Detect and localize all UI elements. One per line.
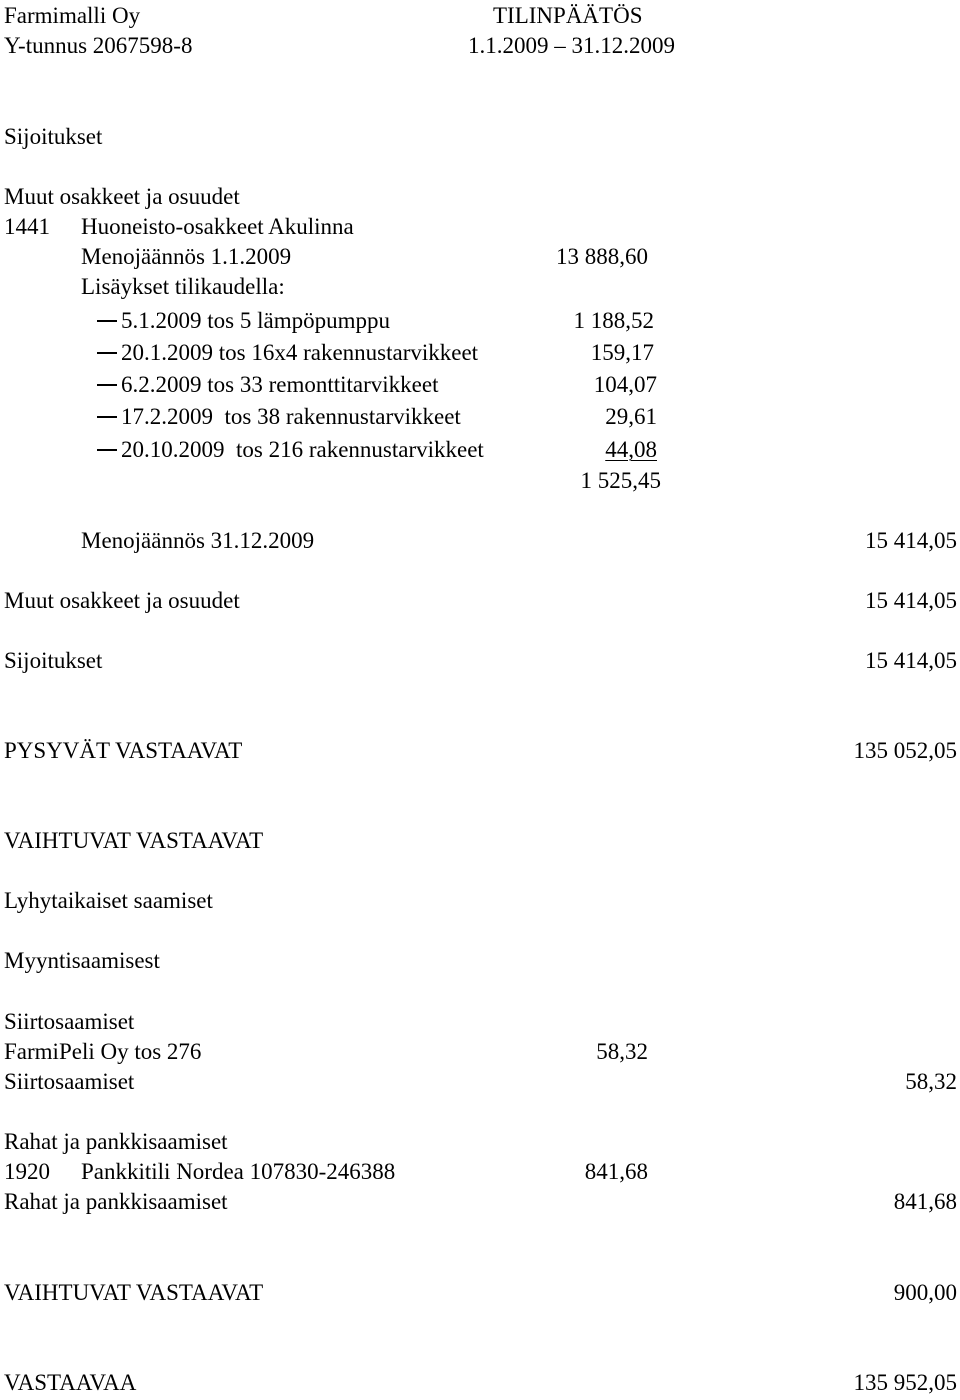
company-name: Farmimalli Oy [4, 3, 141, 28]
investments-total-value: 15 414,05 [865, 648, 957, 673]
accruals-total-value: 58,32 [905, 1069, 957, 1094]
list-dash [97, 416, 117, 418]
sales-receivables-heading: Myyntisaamisest [4, 948, 160, 973]
list-item-label: 20.1.2009 tos 16x4 rakennustarvikkeet [121, 340, 479, 365]
subtotal-value: 15 414,05 [865, 588, 957, 613]
list-item-label: 6.2.2009 tos 33 remonttitarvikkeet [121, 372, 439, 397]
fixed-assets-value: 135 052,05 [853, 738, 957, 763]
accruals-heading: Siirtosaamiset [4, 1009, 135, 1034]
list-item-value: 159,17 [590, 340, 654, 365]
list-dash [97, 449, 117, 451]
account-name: Huoneisto-osakkeet Akulinna [81, 214, 354, 239]
cash-total-value: 841,68 [893, 1189, 957, 1214]
investments-total-label: Sijoitukset [4, 648, 103, 673]
list-item-value: 1 188,52 [573, 308, 654, 333]
grand-total-label: VASTAAVAA [4, 1370, 137, 1395]
current-assets-heading: VAIHTUVAT VASTAAVAT [4, 828, 264, 853]
cash-account-number: 1920 [4, 1159, 50, 1184]
list-dash [97, 320, 117, 322]
list-item-label: 5.1.2009 tos 5 lämpöpumppu [121, 308, 390, 333]
section-heading: Sijoitukset [4, 124, 103, 149]
list-item-label: 20.10.2009 tos 216 rakennustarvikkeet [121, 437, 484, 462]
closing-label: Menojäännös 31.12.2009 [81, 528, 315, 553]
fixed-assets-label: PYSYVÄT VASTAAVAT [4, 738, 243, 763]
cash-account-name: Pankkitili Nordea 107830-246388 [81, 1159, 396, 1184]
period: 1.1.2009 – 31.12.2009 [468, 33, 675, 58]
current-assets-total-label: VAIHTUVAT VASTAAVAT [4, 1280, 264, 1305]
accruals-item-label: FarmiPeli Oy tos 276 [4, 1039, 202, 1064]
list-dash [97, 352, 117, 354]
accruals-total-label: Siirtosaamiset [4, 1069, 135, 1094]
accruals-item-value: 58,32 [596, 1039, 648, 1064]
opening-value: 13 888,60 [556, 244, 648, 269]
closing-value: 15 414,05 [865, 528, 957, 553]
current-assets-total-value: 900,00 [893, 1280, 957, 1305]
additions-label: Lisäykset tilikaudella: [81, 274, 285, 299]
list-item-value: 29,61 [605, 404, 657, 429]
sub-heading: Muut osakkeet ja osuudet [4, 184, 240, 209]
document-title: TILINPÄÄTÖS [493, 3, 643, 28]
short-term-heading: Lyhytaikaiset saamiset [4, 888, 213, 913]
account-number: 1441 [4, 214, 50, 239]
list-item-value: 104,07 [593, 372, 657, 397]
cash-total-label: Rahat ja pankkisaamiset [4, 1189, 228, 1214]
list-dash [97, 384, 117, 386]
business-id: Y-tunnus 2067598-8 [4, 33, 193, 58]
opening-label: Menojäännös 1.1.2009 [81, 244, 292, 269]
additions-total: 1 525,45 [580, 468, 661, 493]
list-item-label: 17.2.2009 tos 38 rakennustarvikkeet [121, 404, 461, 429]
grand-total-value: 135 952,05 [853, 1370, 957, 1395]
cash-heading: Rahat ja pankkisaamiset [4, 1129, 228, 1154]
subtotal-label: Muut osakkeet ja osuudet [4, 588, 240, 613]
cash-account-value: 841,68 [584, 1159, 648, 1184]
list-item-value: 44,08 [605, 437, 657, 462]
